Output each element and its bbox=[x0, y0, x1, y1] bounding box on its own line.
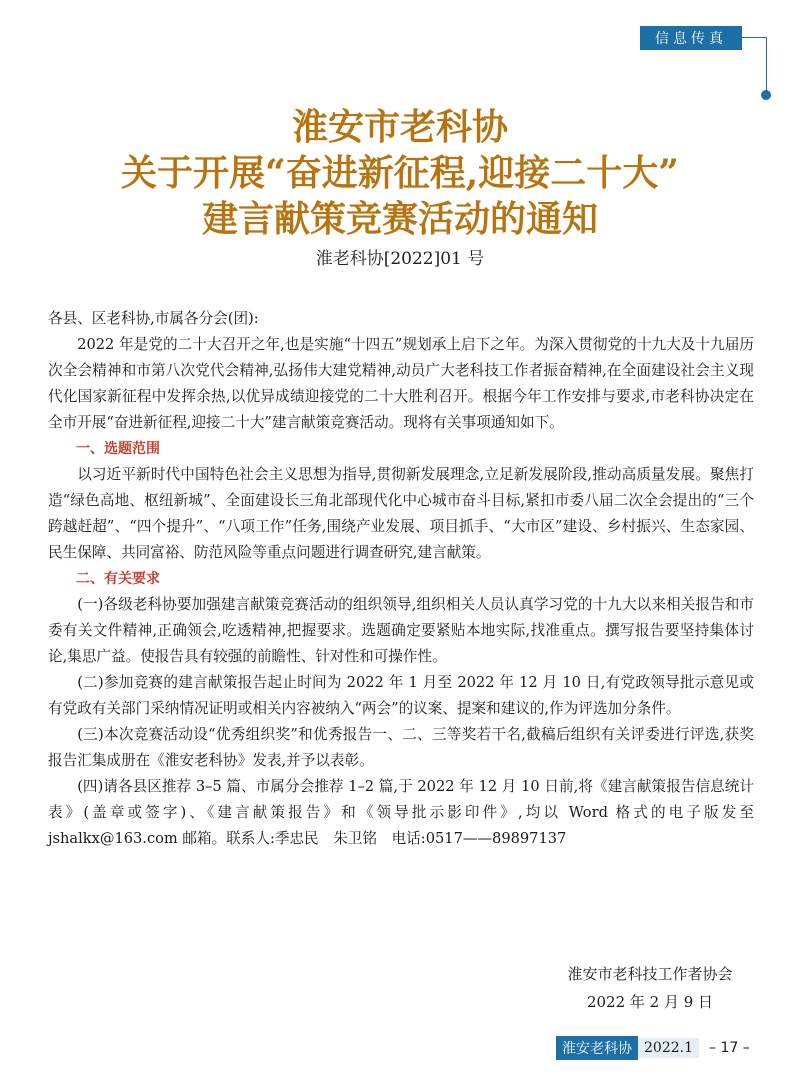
article-body bbox=[48, 306, 754, 852]
signature-block bbox=[520, 960, 780, 1016]
page-number: – 17 – bbox=[709, 1040, 750, 1056]
requirement-1: (一)各级老科协要加强建言献策竞赛活动的组织领导,组织相关人员认真学习党的十九大以来相关报告和市委有关文件精神,正确领会,吃透精神,把握要求。选题确定要紧贴本地实际,找准重点。撰写报告要坚持集体讨论,集思广益。使报告具有较强的前瞻性、针对性和可操作性。 bbox=[48, 596, 754, 665]
tag-connector-vertical bbox=[766, 37, 767, 93]
tag-connector-horizontal bbox=[742, 37, 766, 38]
requirement-2: (二)参加竞赛的建言献策报告起止时间为 2022 年 1 月至 2022 年 12 月 10 日,有党政领导批示意见或有党政有关部门采纳情况证明或相关内容被纳入“两会”的议案、提案和建议的,作为评选加分条件。 bbox=[48, 674, 754, 717]
section-1-paragraph: 以习近平新时代中国特色社会主义思想为指导,贯彻新发展理念,立足新发展阶段,推动高质量发展。聚焦打造“绿色高地、枢纽新城”、全面建设长三角北部现代化中心城市奋斗目标,紧扣市委八届二次全会提出的“三个跨越赶超”、“四个提升”、“八项工作”任务,围绕产业发展、项目抓手、“大市区”建设、乡村振兴、生态家园、民生保障、共同富裕、防范风险等重点问题进行调查研究,建言献策。 bbox=[48, 466, 754, 561]
signature-date: 2022 年 2 月 9 日 bbox=[586, 993, 714, 1011]
section-tag: 信息传真 bbox=[640, 26, 742, 50]
section-2-heading: 二、有关要求 bbox=[76, 571, 160, 587]
section-1-heading: 一、选题范围 bbox=[76, 441, 160, 457]
title-line-1: 淮安市老科协 bbox=[291, 106, 508, 148]
intro-paragraph: 2022 年是党的二十大召开之年,也是实施“十四五”规划承上启下之年。为深入贯彻党的十九大及十九届历次全会精神和市第八次党代会精神,弘扬伟大建党精神,动员广大老科技工作者振奋精神,在全面建设社会主义现代化国家新征程中发挥余热,以优异成绩迎接党的二十大胜利召开。根据今年工作安排与要求,市老科协决定在全市开展“奋进新征程,迎接二十大”建言献策竞赛活动。现将有关事项通知如下。 bbox=[48, 336, 754, 431]
footer-issue: 2022.1 bbox=[638, 1038, 699, 1058]
requirement-4: (四)请各县区推荐 3–5 篇、市属分会推荐 1–2 篇,于 2022 年 12 月 10 日前,将《建言献策报告信息统计表》(盖章或签字)、《建言献策报告》和《领导批示影印件》,均以 Word 格式的电子版发至 jshalkx@163.com 邮箱。联系人:季忠民 朱卫铭 电话:0517——89897137 bbox=[48, 778, 754, 847]
footer-brand: 淮安老科协 bbox=[556, 1036, 638, 1060]
page-footer bbox=[556, 1036, 750, 1060]
signature-org: 淮安市老科技工作者协会 bbox=[567, 965, 733, 983]
requirement-3: (三)本次竞赛活动设“优秀组织奖”和优秀报告一、二、三等奖若干名,截稿后组织有关评委进行评选,获奖报告汇集成册在《淮安老科协》发表,并予以表彰。 bbox=[48, 726, 754, 769]
salutation: 各县、区老科协,市属各分会(团): bbox=[48, 310, 259, 327]
title-line-3: 建言献策竞赛活动的通知 bbox=[201, 198, 598, 240]
title-line-2: 关于开展“奋进新征程,迎接二十大” bbox=[121, 152, 679, 194]
document-number: 淮老科协[2022]01 号 bbox=[315, 249, 485, 269]
article-title bbox=[0, 104, 800, 242]
tag-dot-icon bbox=[761, 90, 771, 100]
